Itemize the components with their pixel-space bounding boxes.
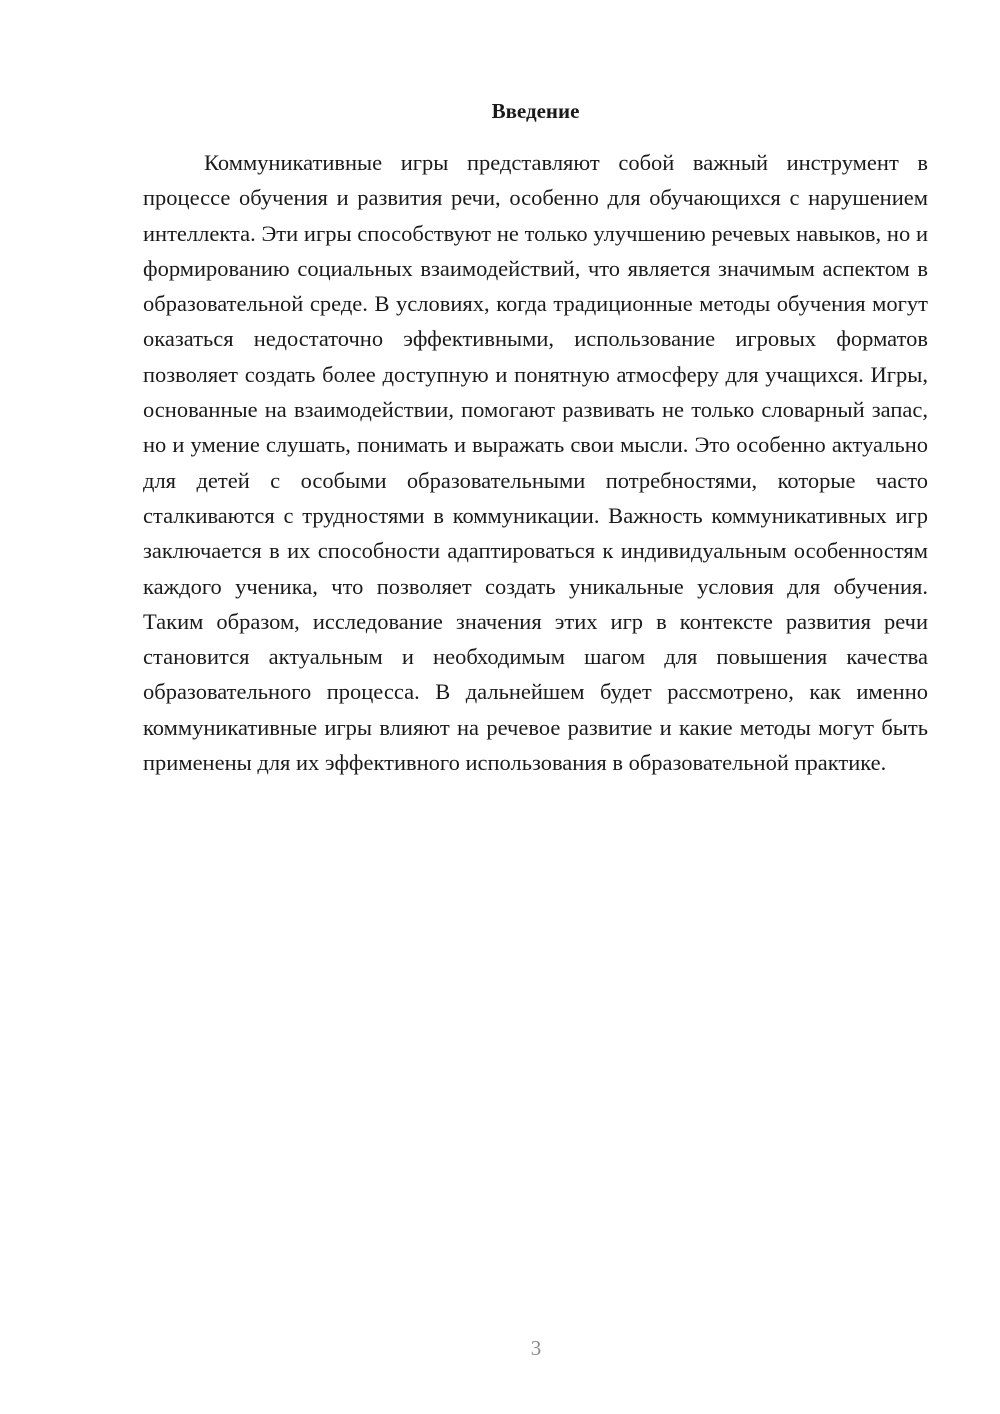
page-number: 3: [530, 1336, 542, 1360]
body-paragraph: Коммуникативные игры представляют собой важный инструмент в процессе обучения и развития речи, особенно для обучающихся с нарушением интеллекта. Эти игры способствуют не только улучшению речевых навыков, но и формированию социальных взаимодействий, что является значимым аспектом в образовательной среде. В условиях, когда традиционные методы обучения могут оказаться недостаточно эффективными, использование игровых форматов позволяет создать более доступную и понятную атмосферу для учащихся. Игры, основанные на взаимодействии, помогают развивать не только словарный запас, но и умение слушать, понимать и выражать свои мысли. Это особенно актуально для детей с особыми образовательными потребностями, которые часто сталкиваются с трудностями в коммуникации. Важность коммуникативных игр заключается в их способности адаптироваться к индивидуальным особенностям каждого ученика, что позволяет создать уникальные условия для обучения. Таким образом, исследование значения этих игр в контексте развития речи становится актуальным и необходимым шагом для повышения качества образовательного процесса. В дальнейшем будет рассмотрено, как именно коммуникативные игры влияют на речевое развитие и какие методы могут быть применены для их эффективного использования в образовательной практике.: [143, 150, 928, 776]
section-heading: Введение: [491, 99, 580, 123]
